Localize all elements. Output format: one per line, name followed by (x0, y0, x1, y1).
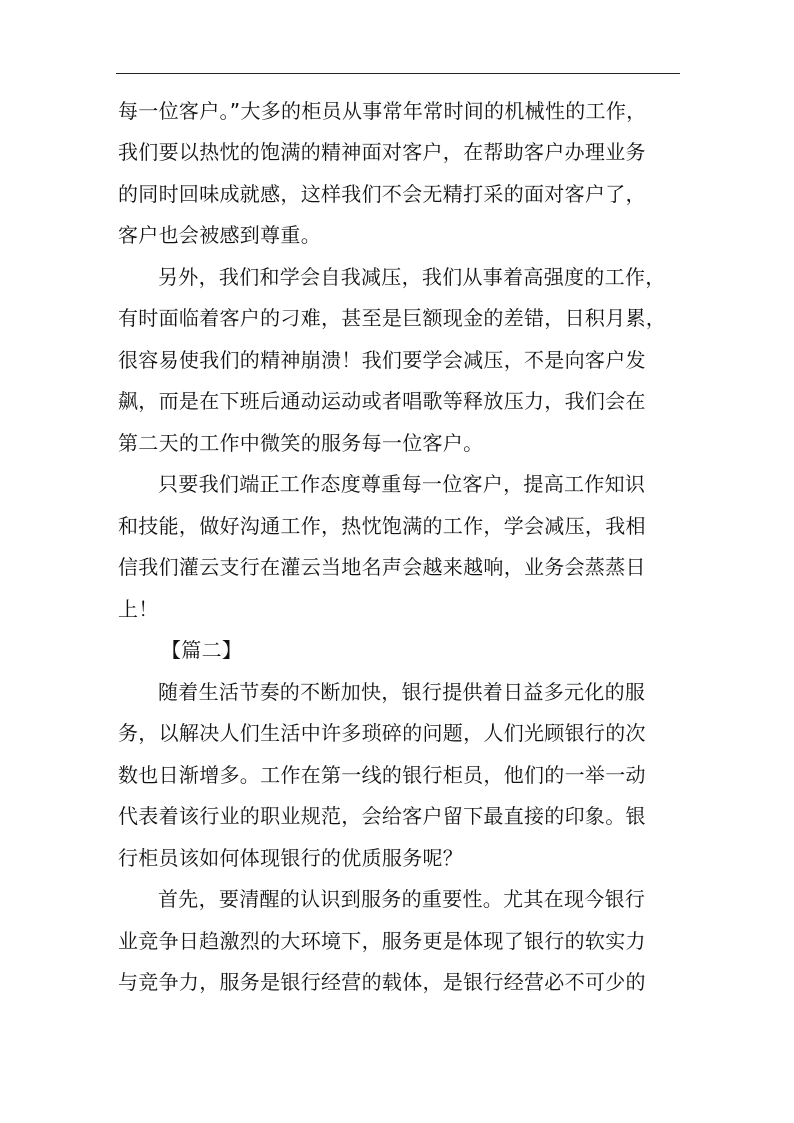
text-line: 和技能，做好沟通工作，热忱饱满的工作，学会减压，我相 (118, 514, 646, 538)
text-line: 与竞争力，服务是银行经营的载体，是银行经营必不可少的 (118, 970, 646, 994)
text-line: 飙，而是在下班后通动运动或者唱歌等释放压力，我们会在 (118, 389, 646, 413)
section-heading: 【篇二】 (161, 638, 243, 662)
text-line: 我们要以热忱的饱满的精神面对客户，在帮助客户办理业务 (118, 140, 646, 164)
text-line: 很容易使我们的精神崩溃！我们要学会减压，不是向客户发 (118, 348, 646, 372)
text-line: 数也日渐增多。工作在第一线的银行柜员，他们的一举一动 (118, 763, 646, 787)
text-line: 第二天的工作中微笑的服务每一位客户。 (118, 431, 484, 455)
text-line: 务，以解决人们生活中许多琐碎的问题，人们光顾银行的次 (118, 721, 646, 745)
text-line: 有时面临着客户的刁难，甚至是巨额现金的差错，日积月累， (118, 306, 667, 330)
paragraph-start-line: 随着生活节奏的不断加快，银行提供着日益多元化的服 (158, 680, 646, 704)
text-line: 代表着该行业的职业规范，会给客户留下最直接的印象。银 (118, 804, 646, 828)
text-line: 行柜员该如何体现银行的优质服务呢？ (118, 846, 464, 870)
paragraph-start-line: 只要我们端正工作态度尊重每一位客户，提高工作知识 (158, 472, 646, 496)
text-line: 业竞争日趋激烈的大环境下，服务更是体现了银行的软实力 (118, 929, 646, 953)
text-line: 的同时回味成就感，这样我们不会无精打采的面对客户了， (118, 182, 646, 206)
paragraph-start-line: 首先，要清醒的认识到服务的重要性。尤其在现今银行 (158, 887, 646, 911)
text-line: 每一位客户。”大多的柜员从事常年常时间的机械性的工作， (118, 99, 647, 123)
text-line: 客户也会被感到尊重。 (118, 223, 321, 247)
text-line: 上！ (118, 597, 159, 621)
paragraph-start-line: 另外，我们和学会自我减压，我们从事着高强度的工作， (158, 265, 666, 289)
text-line: 信我们灌云支行在灌云当地名声会越来越响，业务会蒸蒸日 (118, 555, 646, 579)
header-rule (116, 73, 680, 74)
